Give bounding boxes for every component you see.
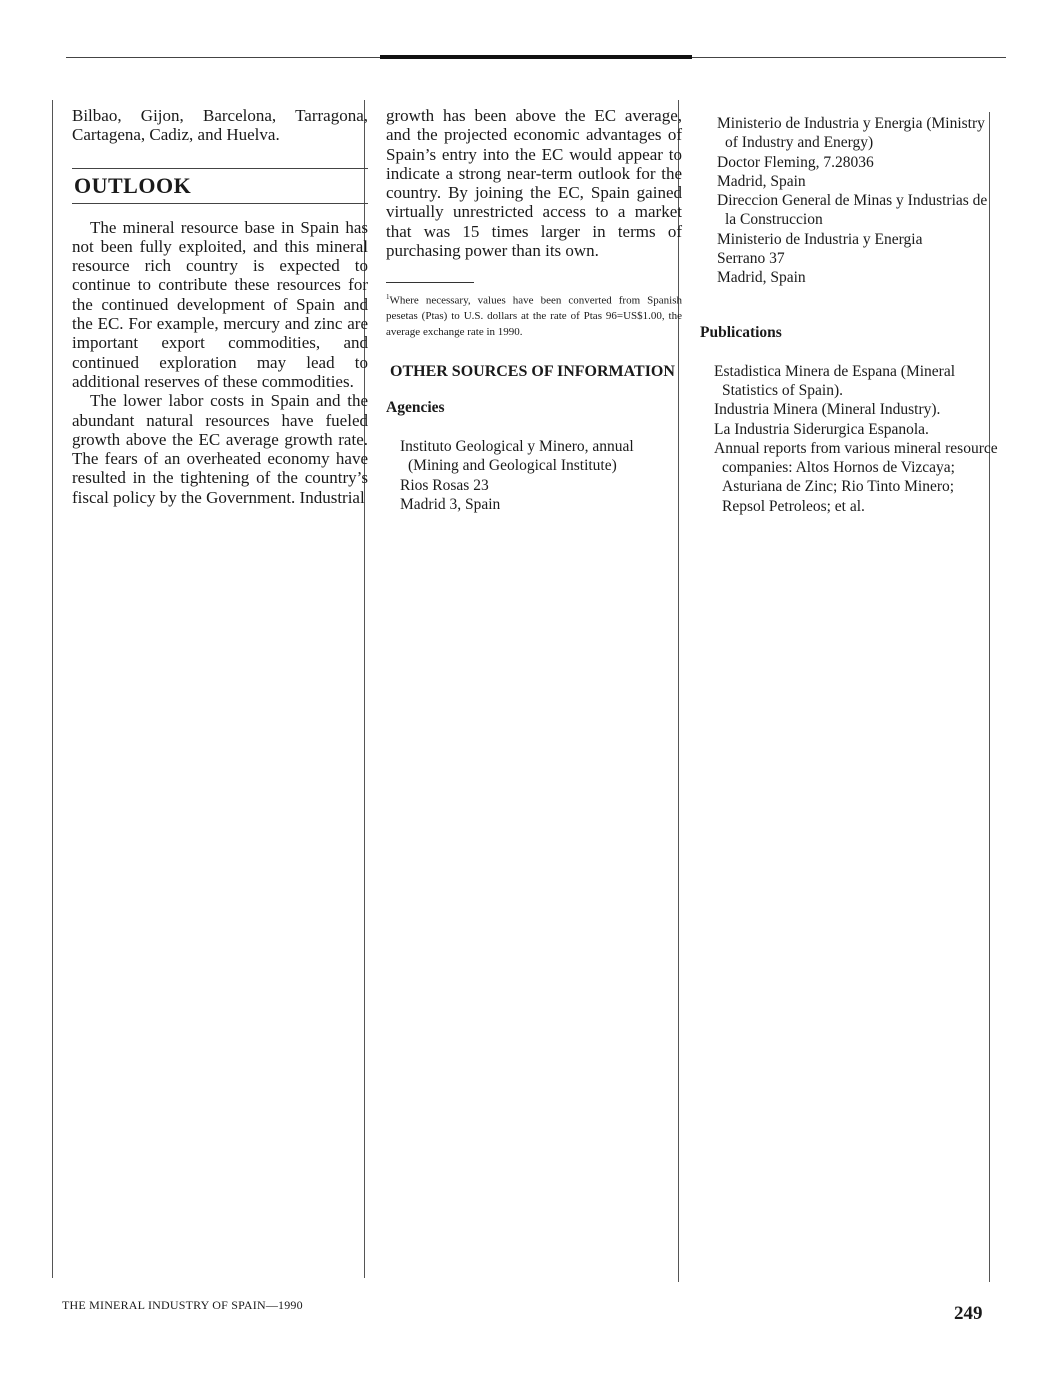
agency-line: Ministerio de Industria y Energia (Ministry of Industry and Energy) — [717, 115, 985, 152]
publication-item: Industria Minera (Mineral Industry). — [714, 401, 941, 419]
agency-entry — [700, 114, 1000, 191]
publication-item: Annual reports from various mineral resource companies: Altos Hornos de Vizcaya; Asturiana de Zinc; Rio Tinto Minero; Repsol Petroleos; et al. — [714, 439, 998, 515]
publications-heading: Publications — [700, 323, 782, 341]
agencies-heading: Agencies — [386, 398, 445, 416]
publication-item: La Industria Siderurgica Espanola. — [714, 420, 929, 438]
agency-entry — [700, 191, 1000, 230]
footnote-marker: 1 — [386, 293, 390, 302]
agency-line: Doctor Fleming, 7.28036 — [717, 153, 874, 171]
footnote — [386, 290, 682, 340]
other-sources-heading: OTHER SOURCES OF INFORMATION — [390, 362, 675, 380]
agency-line: Instituto Geological y Minero, annual (Mining and Geological Institute) — [400, 437, 634, 475]
agency-line: Ministerio de Industria y Energia — [717, 230, 923, 248]
publication-item: Estadistica Minera de Espana (Mineral Statistics of Spain). — [714, 362, 956, 399]
continuation-text: Bilbao, Gijon, Barcelona, Tarragona, Cartagena, Cadiz, and Huelva. — [72, 106, 368, 145]
publications-list — [700, 362, 1000, 516]
agency-line: Madrid, Spain — [717, 269, 806, 287]
agency-entry — [700, 230, 1000, 288]
outlook-heading-block — [72, 168, 368, 204]
column-1 — [72, 106, 368, 507]
top-rule-accent — [380, 55, 692, 59]
outlook-heading: OUTLOOK — [74, 172, 192, 198]
agency-line: Direccion General de Minas y Industrias de la Construccion — [717, 192, 988, 229]
footnote-rule — [386, 282, 474, 283]
footer-title: THE MINERAL INDUSTRY OF SPAIN—1990 — [62, 1298, 303, 1312]
continuation-text-2: growth has been above the EC average, and the projected economic advantages of Spain’s entry into the EC would appear to indicate a strong near-term outlook for the country. By joining the EC, Spain gained virtually unrestricted access to a market that was 15 times larger in terms of purchasing power than its own. — [386, 106, 682, 261]
footnote-text: Where necessary, values have been converted from Spanish pesetas (Ptas) to U.S. dollars at the rate of Ptas 96=US$1.00, the average exchange rate in 1990. — [386, 295, 682, 338]
page-number: 249 — [954, 1303, 983, 1324]
agency-line: Madrid, Spain — [717, 172, 806, 190]
outlook-paragraph-1: The mineral resource base in Spain has not been fully exploited, and this mineral resource rich country is expected to continue to contribute these resources for the continued development of Spain and the EC. For example, mercury and zinc are important export commodities, and continued exploration may lead to additional reserves of these commodities. — [72, 217, 368, 391]
column-divider-left — [52, 100, 53, 1278]
agency-line: Madrid 3, Spain — [400, 495, 501, 513]
column-3 — [700, 114, 1000, 516]
outlook-paragraph-2: The lower labor costs in Spain and the abundant natural resources have fueled growth above the EC average growth rate. The fears of an overheated economy have resulted in the tightening of the country’s fiscal policy by the Government. Industrial — [72, 391, 368, 507]
agency-line: Serrano 37 — [717, 250, 785, 268]
agency-entry — [386, 437, 682, 514]
column-2 — [386, 106, 682, 514]
agency-line: Rios Rosas 23 — [400, 476, 489, 494]
